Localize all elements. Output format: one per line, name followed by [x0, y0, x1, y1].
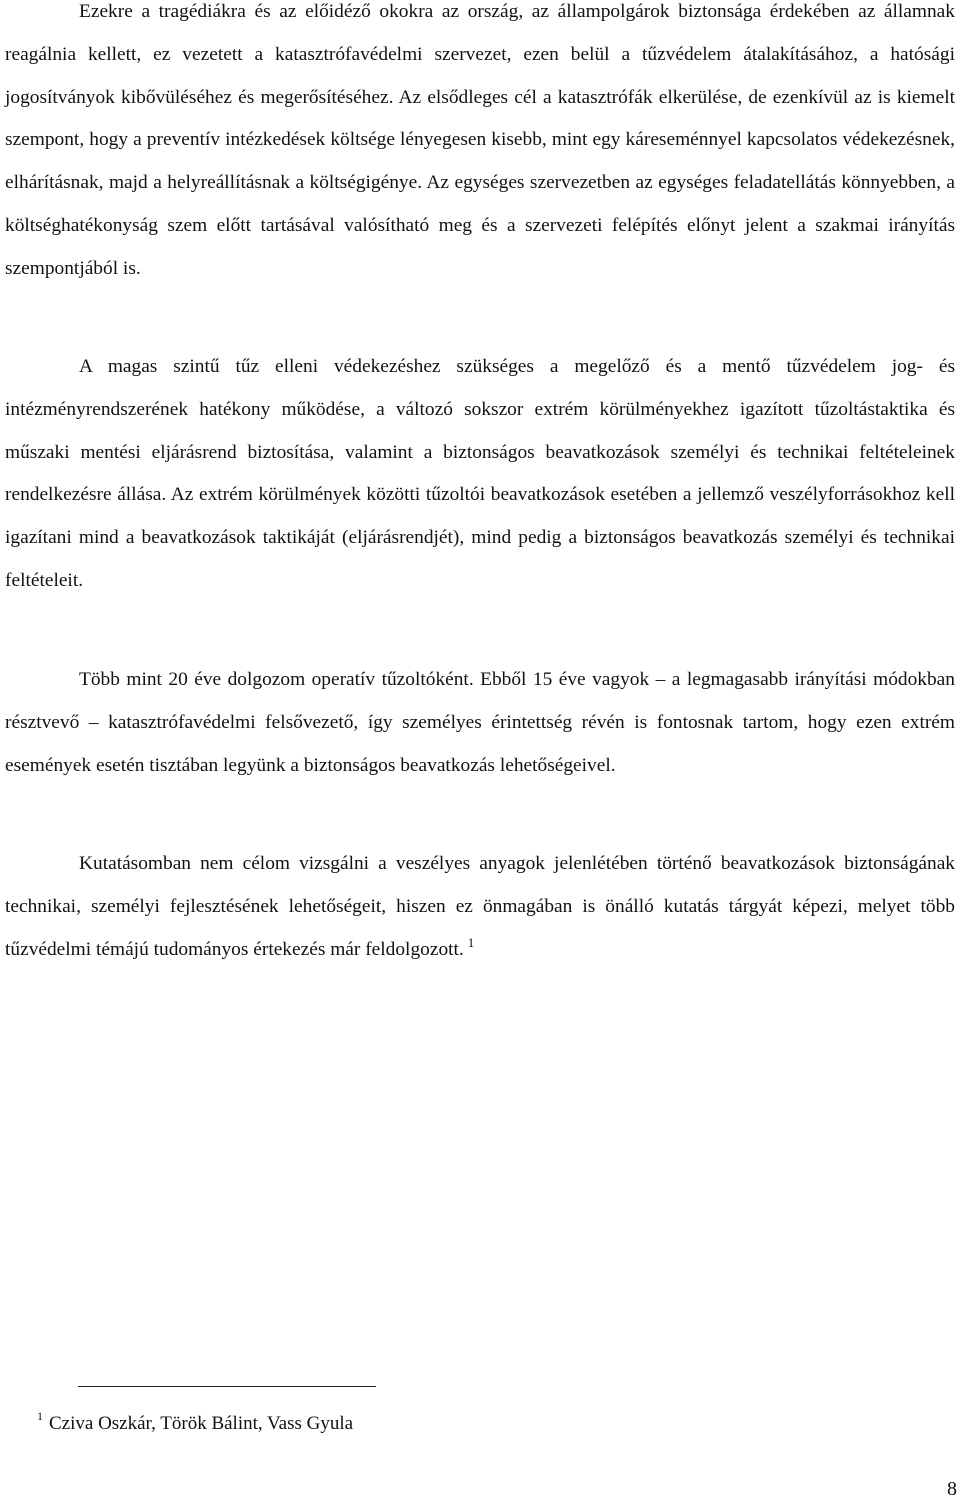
footnote-text: Cziva Oszkár, Török Bálint, Vass Gyula — [49, 1413, 354, 1434]
footnote-reference[interactable]: 1 — [467, 934, 475, 950]
paragraph-2: A magas szintű tűz elleni védekezéshez szükséges a megelőző és a mentő tűzvédelem jog- és intézményrendszerének hatékony működése, a változó sokszor extrém körülményekhez igazított tűzoltástaktika és műszaki mentési eljárásrend biztosítása, valamint a biztonságos beavatkozások személyi és technikai feltételeinek rendelkezésre állása. Az extrém körülmények közötti tűzoltói beavatkozások esetében a jellemző veszélyforrásokhoz kell igazítani mind a beavatkozások taktikáját (eljárásrendjét), mind pedig a biztonságos beavatkozás személyi és technikai feltételeit. — [5, 356, 955, 591]
paragraph-4-text: Kutatásomban nem célom vizsgálni a veszélyes anyagok jelenlétében történő beavatkozások biztonságának technikai, személyi fejlesztésének lehetőségeit, hiszen ez önmagában is önálló kutatás tárgyát képezi, melyet több tűzvédelmi témájú tudományos értekezés már feldolgozott. — [5, 853, 955, 960]
footnote-separator — [78, 1386, 376, 1387]
paragraph-1: Ezekre a tragédiákra és az előidéző okokra az ország, az állampolgárok biztonsága érdekében az államnak reagálnia kellett, ez vezetett a katasztrófavédelmi szervezet, ezen belül a tűzvédelem átalakításához, a hatósági jogosítványok kibővüléséhez és megerősítéséhez. Az elsődleges cél a katasztrófák elkerülése, de ezenkívül az is kiemelt szempont, hogy a preventív intézkedések költsége lényegesen kisebb, mint egy káreseménnyel kapcsolatos védekezésnek, elhárításnak, majd a helyreállításnak a költségigénye. Az egységes szervezetben az egységes feladatellátás könnyebben, a költséghatékonyság szem előtt tartásával valósítható meg és a szervezeti felépítés előnyt jelent a szakmai irányítás szempontjából is. — [5, 1, 955, 279]
paragraph-3: Több mint 20 éve dolgozom operatív tűzoltóként. Ebből 15 éve vagyok – a legmagasabb irányítási módokban résztvevő – katasztrófavédelmi felsővezető, így személyes érintettség révén is fontosnak tartom, hogy ezen extrém események esetén tisztában legyünk a biztonságos beavatkozás lehetőségeivel. — [5, 669, 955, 776]
footnote-number: 1 — [37, 1409, 43, 1423]
page-number: 8 — [947, 1478, 957, 1500]
footnote — [37, 1410, 353, 1438]
paragraph-4 — [5, 843, 955, 971]
